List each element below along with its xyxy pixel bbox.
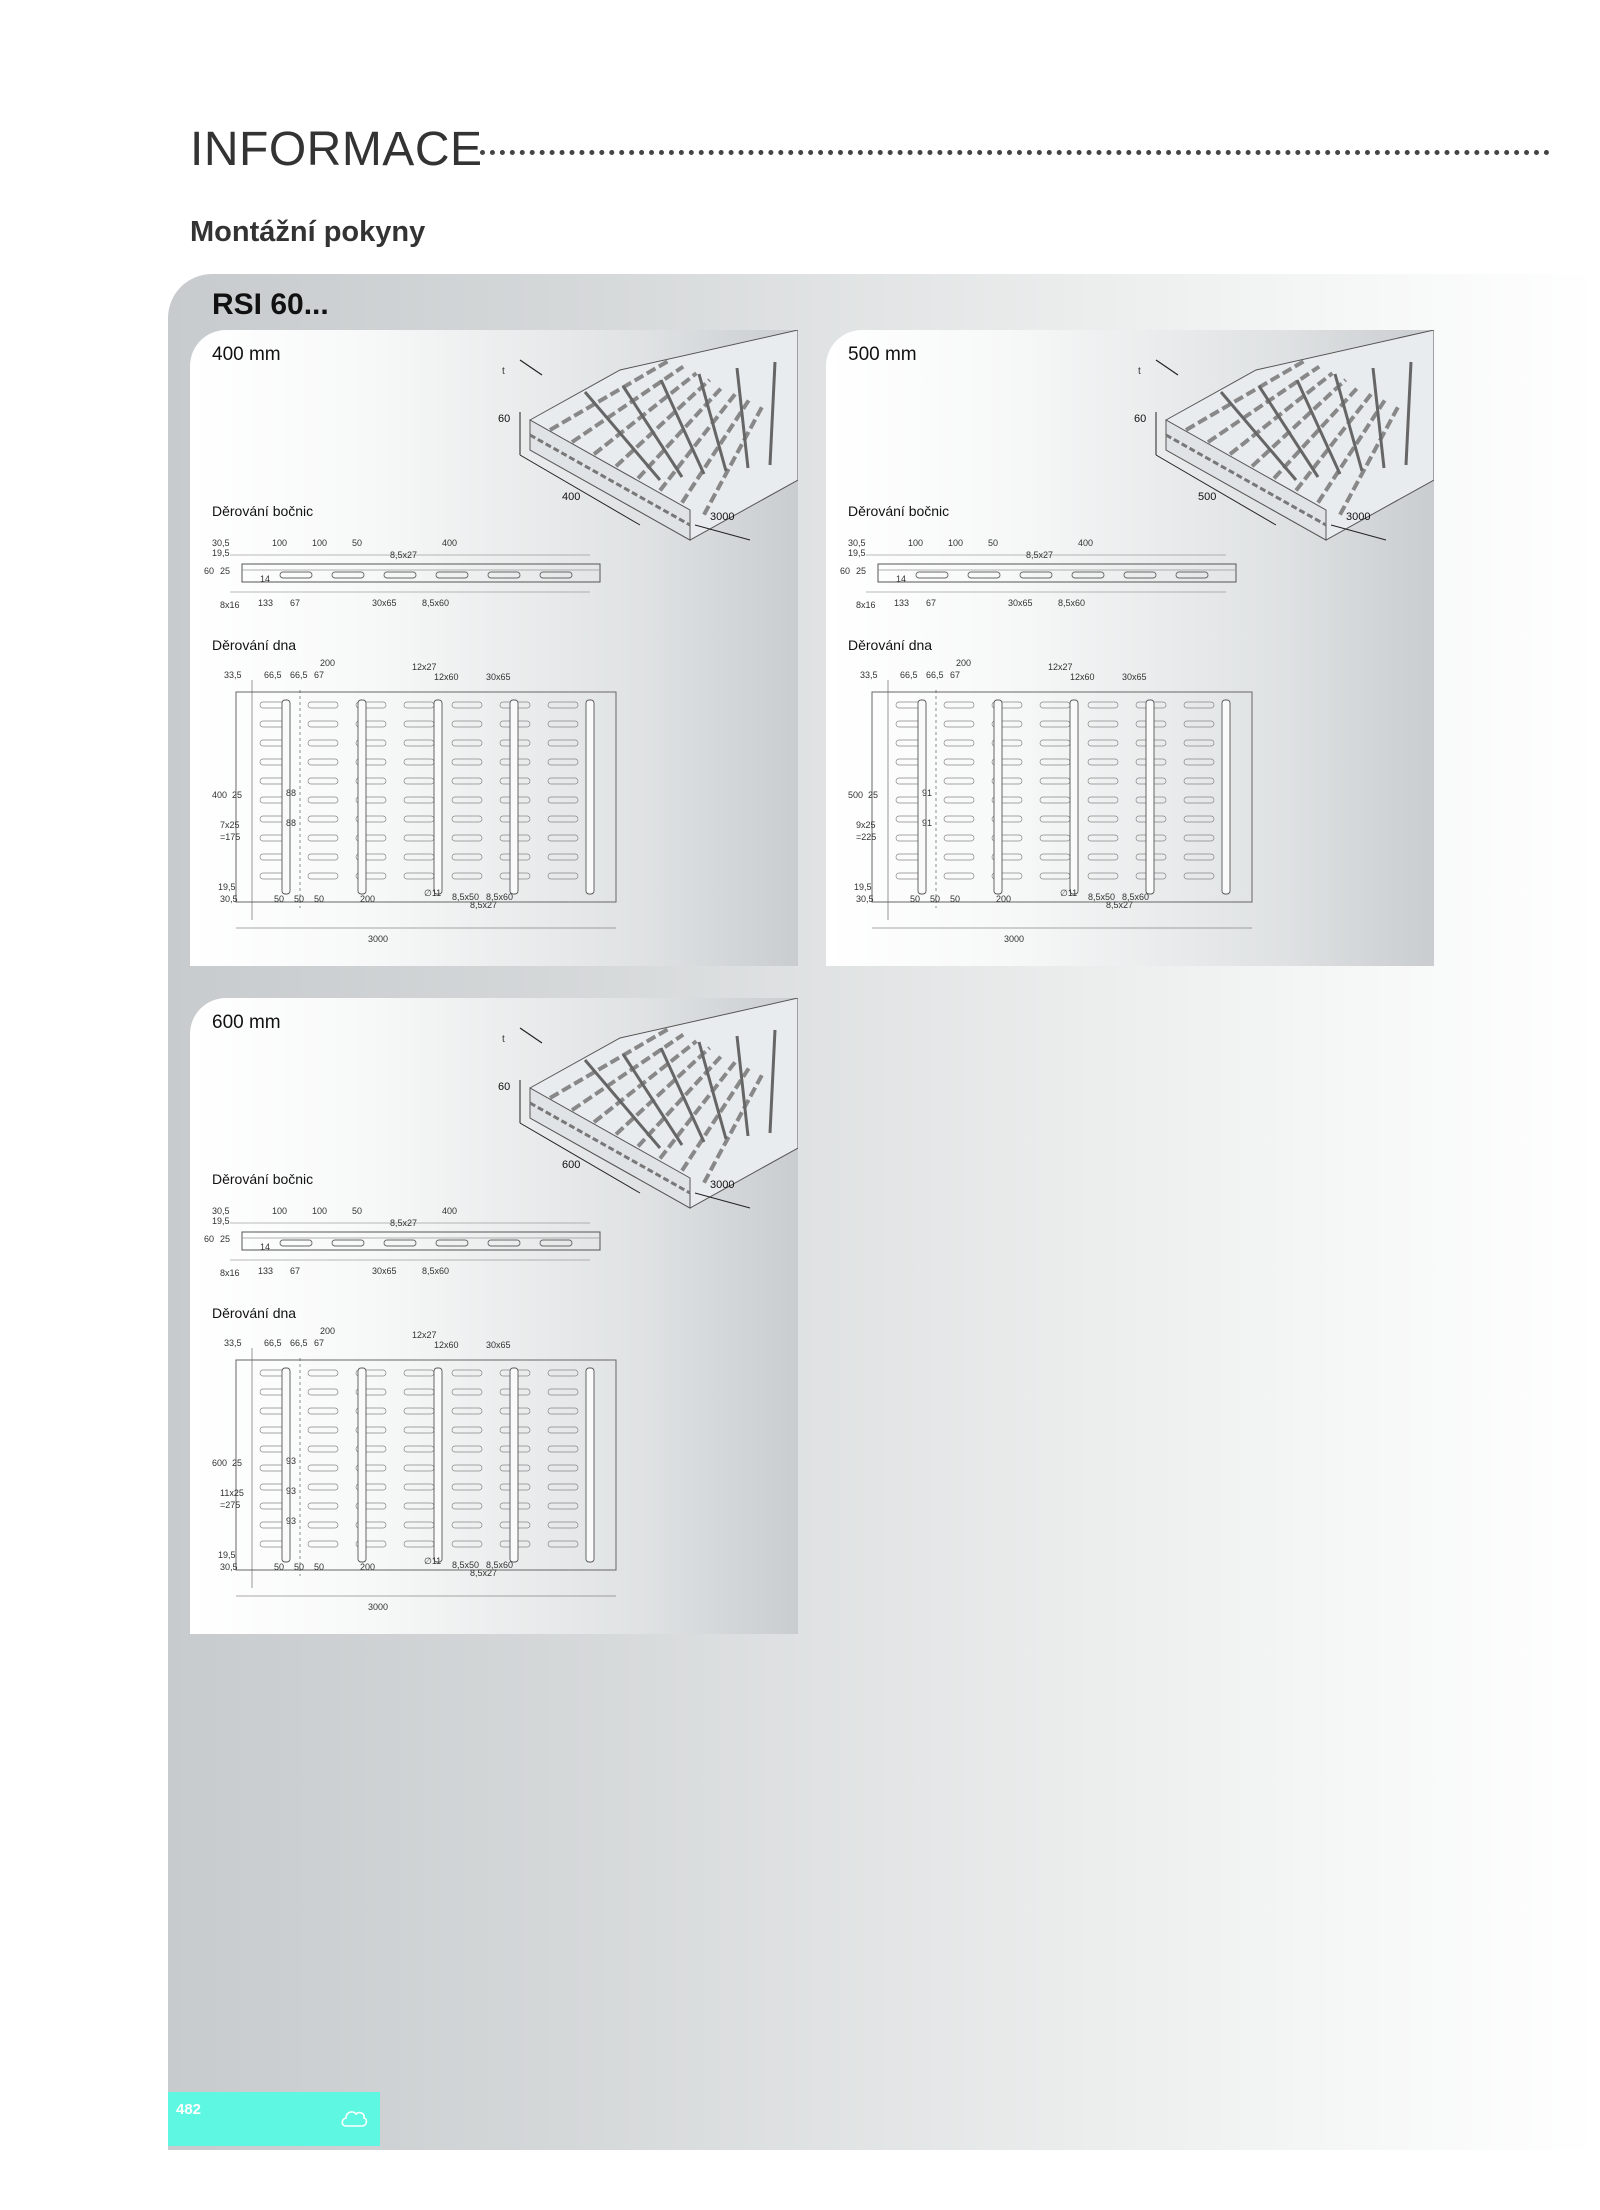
page-number: 482: [176, 2101, 202, 2118]
bottom-dimension-top: 33,5: [224, 670, 242, 680]
card-400mm: [190, 330, 798, 966]
bottom-dimension-bottom: 8,5x60: [1122, 892, 1150, 902]
side-dimension-mid: 8,5x27: [390, 550, 418, 560]
bottom-dimension-top: 200: [320, 658, 336, 668]
card-600mm: [190, 998, 798, 1634]
bottom-dimension-mid: 93: [286, 1486, 297, 1496]
bottom-dimension-left: =275: [220, 1500, 241, 1510]
side-dimension-top: 100: [272, 538, 288, 548]
bottom-dimension-top: 67: [950, 670, 961, 680]
bottom-dimension-top: 66,5: [290, 1338, 308, 1348]
tray-thickness-label: t: [502, 1034, 505, 1045]
side-dimension-bottom: 8,5x60: [422, 1266, 450, 1276]
technical-drawing: [190, 330, 798, 966]
side-dimension-top: 100: [948, 538, 964, 548]
bottom-dimension-top: 66,5: [900, 670, 918, 680]
bottom-dimension-left: 25: [868, 790, 879, 800]
bottom-dimension-top: 33,5: [224, 1338, 242, 1348]
tray-width-label: 600: [562, 1159, 581, 1171]
bottom-dimension-bottom: 3000: [368, 934, 389, 944]
technical-drawing: [190, 998, 798, 1634]
bottom-dimension-top: 12x60: [434, 672, 459, 682]
header-dotted-leader: [480, 150, 1550, 155]
side-dimension-bottom: 133: [258, 598, 274, 608]
tray-thickness-label: t: [502, 366, 505, 377]
side-dimension-mid: 14: [896, 574, 907, 584]
bottom-dimension-bottom: 200: [360, 1562, 376, 1572]
section-title: RSI 60...: [212, 288, 329, 321]
bottom-dimension-top: 30x65: [1122, 672, 1147, 682]
bottom-dimension-left: 30,5: [856, 894, 874, 904]
bottom-dimension-top: 30x65: [486, 672, 511, 682]
side-dimension-left: 60: [840, 566, 851, 576]
side-dimension-left: 19,5: [212, 1216, 230, 1226]
side-dimension-top: 30,5: [212, 538, 230, 548]
bottom-perforation-label: Děrování dna: [848, 637, 933, 653]
bottom-dimension-top: 67: [314, 1338, 325, 1348]
cloud-logo-icon: [340, 2106, 368, 2130]
bottom-dimension-bottom: 50: [274, 1562, 285, 1572]
bottom-dimension-bottom: 8,5x27: [470, 1568, 498, 1578]
side-dimension-mid: 8,5x27: [1026, 550, 1054, 560]
page-subtitle: Montážní pokyny: [190, 216, 426, 248]
bottom-dimension-left: 19,5: [218, 1550, 236, 1560]
side-dimension-bottom: 8,5x60: [1058, 598, 1086, 608]
side-dimension-bottom: 8,5x60: [422, 598, 450, 608]
bottom-dimension-bottom: 50: [294, 1562, 305, 1572]
side-dimension-left: 25: [220, 1234, 231, 1244]
bottom-dimension-top: 12x27: [1048, 662, 1073, 672]
bottom-dimension-bottom: 8,5x50: [452, 1560, 480, 1570]
side-dimension-mid: 8,5x27: [390, 1218, 418, 1228]
bottom-dimension-left: 7x25: [220, 820, 240, 830]
side-dimension-top: 100: [312, 1206, 328, 1216]
side-dimension-bottom: 67: [290, 598, 301, 608]
bottom-dimension-mid: 88: [286, 818, 297, 828]
bottom-dimension-left: 9x25: [856, 820, 876, 830]
card-title: 400 mm: [212, 344, 281, 365]
side-dimension-bottom: 30x65: [372, 598, 397, 608]
bottom-dimension-top: 200: [956, 658, 972, 668]
bottom-perforation-label: Děrování dna: [212, 1305, 297, 1321]
side-dimension-top: 100: [312, 538, 328, 548]
bottom-dimension-top: 12x60: [1070, 672, 1095, 682]
side-dimension-bottom: 67: [290, 1266, 301, 1276]
bottom-dimension-bottom: 3000: [1004, 934, 1025, 944]
bottom-dimension-bottom: 50: [314, 1562, 325, 1572]
card-title: 500 mm: [848, 344, 917, 365]
bottom-dimension-bottom: 50: [930, 894, 941, 904]
bottom-dimension-left: =175: [220, 832, 241, 842]
bottom-dimension-bottom: 3000: [368, 1602, 389, 1612]
side-dimension-bottom: 30x65: [1008, 598, 1033, 608]
bottom-dimension-top: 200: [320, 1326, 336, 1336]
isometric-tray-drawing: [1134, 330, 1434, 540]
bottom-dimension-bottom: 50: [950, 894, 961, 904]
side-dimension-left: 8x16: [220, 1268, 240, 1278]
tray-width-label: 500: [1198, 491, 1217, 503]
bottom-dimension-bottom: 50: [910, 894, 921, 904]
side-dimension-top: 100: [272, 1206, 288, 1216]
bottom-dimension-bottom: ∅11: [1060, 888, 1078, 898]
bottom-dimension-top: 12x60: [434, 1340, 459, 1350]
isometric-tray-drawing: [498, 998, 798, 1208]
page-header-title: INFORMACE: [190, 123, 483, 176]
side-perforation-drawing: [230, 1223, 600, 1260]
page-number-badge: [168, 2092, 380, 2146]
bottom-dimension-bottom: 200: [996, 894, 1012, 904]
bottom-dimension-top: 12x27: [412, 662, 437, 672]
bottom-dimension-left: 19,5: [854, 882, 872, 892]
side-dimension-left: 8x16: [856, 600, 876, 610]
bottom-dimension-bottom: ∅11: [424, 1556, 442, 1566]
bottom-dimension-top: 66,5: [926, 670, 944, 680]
side-dimension-left: 19,5: [848, 548, 866, 558]
side-dimension-mid: 14: [260, 574, 271, 584]
side-dimension-bottom: 67: [926, 598, 937, 608]
side-dimension-left: 60: [204, 1234, 215, 1244]
bottom-dimension-bottom: 8,5x60: [486, 1560, 514, 1570]
side-perforation-label: Děrování bočnic: [212, 1171, 314, 1187]
side-dimension-top: 400: [1078, 538, 1094, 548]
bottom-dimension-mid: 91: [922, 788, 933, 798]
bottom-dimension-bottom: 50: [294, 894, 305, 904]
bottom-dimension-bottom: 50: [274, 894, 285, 904]
tray-length-label: 3000: [1346, 511, 1371, 523]
side-dimension-bottom: 133: [894, 598, 910, 608]
side-dimension-left: 19,5: [212, 548, 230, 558]
side-dimension-top: 30,5: [848, 538, 866, 548]
tray-height-label: 60: [498, 413, 511, 425]
bottom-dimension-bottom: ∅11: [424, 888, 442, 898]
bottom-dimension-bottom: 200: [360, 894, 376, 904]
side-dimension-top: 400: [442, 538, 458, 548]
bottom-dimension-left: =225: [856, 832, 877, 842]
bottom-dimension-left: 30,5: [220, 894, 238, 904]
bottom-dimension-mid: 93: [286, 1456, 297, 1466]
side-dimension-top: 100: [908, 538, 924, 548]
side-dimension-bottom: 30x65: [372, 1266, 397, 1276]
tray-length-label: 3000: [710, 511, 735, 523]
bottom-dimension-mid: 88: [286, 788, 297, 798]
side-dimension-left: 60: [204, 566, 215, 576]
bottom-dimension-top: 67: [314, 670, 325, 680]
bottom-dimension-bottom: 8,5x50: [1088, 892, 1116, 902]
side-dimension-left: 8x16: [220, 600, 240, 610]
bottom-dimension-left: 25: [232, 1458, 243, 1468]
isometric-tray-drawing: [498, 330, 798, 540]
side-perforation-label: Děrování bočnic: [848, 503, 950, 519]
bottom-dimension-top: 66,5: [290, 670, 308, 680]
bottom-dimension-left: 600: [212, 1458, 228, 1468]
side-dimension-mid: 14: [260, 1242, 271, 1252]
tray-length-label: 3000: [710, 1179, 735, 1191]
tray-thickness-label: t: [1138, 366, 1141, 377]
bottom-dimension-left: 25: [232, 790, 243, 800]
tray-height-label: 60: [498, 1081, 511, 1093]
card-title: 600 mm: [212, 1012, 281, 1033]
bottom-dimension-top: 66,5: [264, 1338, 282, 1348]
bottom-dimension-left: 19,5: [218, 882, 236, 892]
side-perforation-drawing: [230, 555, 600, 592]
bottom-dimension-left: 400: [212, 790, 228, 800]
bottom-dimension-bottom: 8,5x50: [452, 892, 480, 902]
side-dimension-top: 400: [442, 1206, 458, 1216]
tray-height-label: 60: [1134, 413, 1147, 425]
bottom-dimension-left: 11x25: [220, 1488, 244, 1498]
side-dimension-top: 30,5: [212, 1206, 230, 1216]
bottom-dimension-top: 66,5: [264, 670, 282, 680]
bottom-dimension-bottom: 8,5x27: [1106, 900, 1134, 910]
bottom-dimension-top: 12x27: [412, 1330, 437, 1340]
bottom-dimension-mid: 91: [922, 818, 933, 828]
side-perforation-drawing: [866, 555, 1236, 592]
side-dimension-top: 50: [352, 538, 363, 548]
tray-width-label: 400: [562, 491, 581, 503]
bottom-dimension-bottom: 8,5x60: [486, 892, 514, 902]
technical-drawing: [826, 330, 1434, 966]
side-dimension-top: 50: [352, 1206, 363, 1216]
bottom-dimension-left: 500: [848, 790, 864, 800]
bottom-dimension-bottom: 8,5x27: [470, 900, 498, 910]
bottom-dimension-top: 33,5: [860, 670, 878, 680]
card-500mm: [826, 330, 1434, 966]
side-dimension-left: 25: [220, 566, 231, 576]
side-perforation-label: Děrování bočnic: [212, 503, 314, 519]
bottom-dimension-top: 30x65: [486, 1340, 511, 1350]
side-dimension-bottom: 133: [258, 1266, 274, 1276]
bottom-dimension-mid: 93: [286, 1516, 297, 1526]
side-dimension-left: 25: [856, 566, 867, 576]
bottom-dimension-bottom: 50: [314, 894, 325, 904]
side-dimension-top: 50: [988, 538, 999, 548]
bottom-dimension-left: 30,5: [220, 1562, 238, 1572]
bottom-perforation-label: Děrování dna: [212, 637, 297, 653]
